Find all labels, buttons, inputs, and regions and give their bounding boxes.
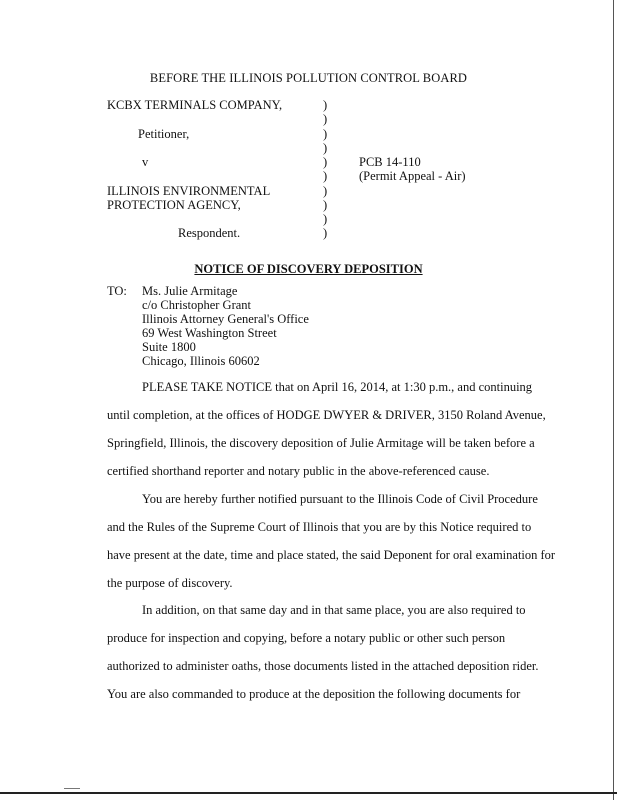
body-line: You are hereby further notified pursuant to the Illinois Code of Civil Procedure <box>142 492 538 506</box>
address-line: Chicago, Illinois 60602 <box>142 354 260 368</box>
scan-edge-bottom <box>0 792 617 794</box>
petitioner-role: Petitioner, <box>138 127 190 141</box>
caption-paren: ) <box>323 198 328 212</box>
notice-title-text: NOTICE OF DISCOVERY DEPOSITION <box>194 262 423 276</box>
case-number: PCB 14-110 <box>359 155 421 169</box>
body-line: produce for inspection and copying, before a notary public or other such person <box>107 631 506 645</box>
caption-paren: ) <box>323 98 328 112</box>
versus: v <box>142 155 149 169</box>
body-line: In addition, on that same day and in that same place, you are also required to <box>142 603 526 617</box>
respondent-role: Respondent. <box>178 226 241 240</box>
respondent-name-line1: ILLINOIS ENVIRONMENTAL <box>107 184 271 198</box>
body-line: Springfield, Illinois, the discovery deposition of Julie Armitage will be taken before a <box>107 436 535 450</box>
body-line: and the Rules of the Supreme Court of Illinois that you are by this Notice required to <box>107 520 532 534</box>
caption-paren: ) <box>323 212 328 226</box>
caption-paren: ) <box>323 155 328 169</box>
caption-paren: ) <box>323 226 328 240</box>
address-line: 69 West Washington Street <box>142 326 277 340</box>
case-type: (Permit Appeal - Air) <box>359 169 466 183</box>
address-line: c/o Christopher Grant <box>142 298 252 312</box>
caption-paren: ) <box>323 184 328 198</box>
address-line: Illinois Attorney General's Office <box>142 312 309 326</box>
board-heading: BEFORE THE ILLINOIS POLLUTION CONTROL BOARD <box>149 71 468 85</box>
scan-edge-right <box>613 0 614 800</box>
caption-paren: ) <box>323 112 328 126</box>
body-line: certified shorthand reporter and notary public in the above-referenced cause. <box>107 464 490 478</box>
address-line: Suite 1800 <box>142 340 196 354</box>
address-line: Ms. Julie Armitage <box>142 284 238 298</box>
caption-paren: ) <box>323 127 328 141</box>
caption-paren: ) <box>323 141 328 155</box>
body-line: the purpose of discovery. <box>107 576 233 590</box>
body-line: have present at the date, time and place stated, the said Deponent for oral examination for <box>107 548 556 562</box>
body-line: until completion, at the offices of HODGE DWYER & DRIVER, 3150 Roland Avenue, <box>107 408 546 422</box>
scan-speck <box>64 788 80 789</box>
caption-paren: ) <box>323 169 328 183</box>
respondent-name-line2: PROTECTION AGENCY, <box>107 198 241 212</box>
notice-title <box>0 262 617 277</box>
body-line: PLEASE TAKE NOTICE that on April 16, 2014, at 1:30 p.m., and continuing <box>142 380 533 394</box>
body-line: You are also commanded to produce at the deposition the following documents for <box>107 687 521 701</box>
to-label: TO: <box>107 284 127 298</box>
body-line: authorized to administer oaths, those documents listed in the attached deposition rider. <box>107 659 539 673</box>
petitioner-name: KCBX TERMINALS COMPANY, <box>107 98 283 112</box>
